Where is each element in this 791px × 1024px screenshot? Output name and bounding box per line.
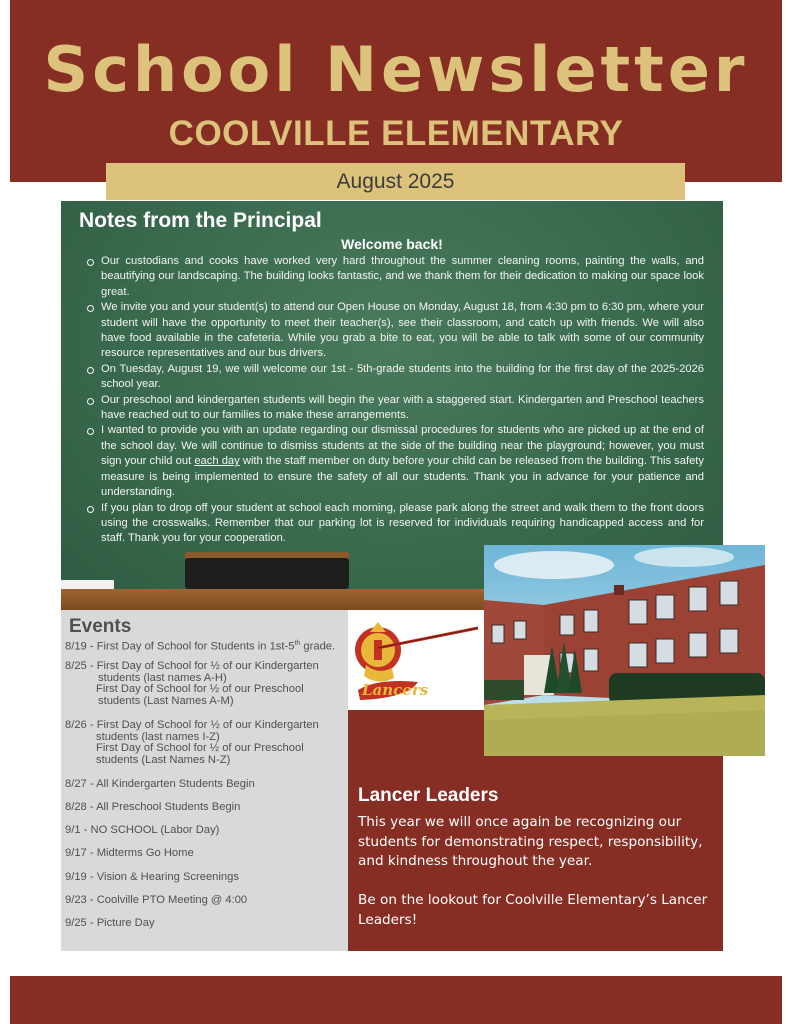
event-text: grade. — [300, 640, 336, 653]
issue-date: August 2025 — [106, 163, 685, 200]
note-text: with the staff member on duty before your child can be released from the building. This safety measure is being implemented to ensure the safety of all our students. Thank you in advance for your patience and understanding. — [101, 455, 705, 499]
lancer-logo-area — [348, 610, 484, 710]
note-item: Our preschool and kindergarten students will begin the year with a staggered start. Kindergarten and Preschool teachers have reached out to our families to make these arrangements. — [101, 393, 704, 424]
logo-text: Lancers — [362, 681, 429, 699]
event-line: students (last names I-Z) — [96, 730, 220, 743]
event-item — [65, 638, 335, 653]
note-item: On Tuesday, August 19, we will welcome our 1st - 5th-grade students into the building for the first day of the 2025-2026 school year. — [101, 362, 704, 393]
event-superscript: th — [294, 640, 301, 647]
event-item: 8/27 - All Kindergarten Students Begin — [65, 778, 255, 790]
event-line: students (Last Names A-M) — [98, 695, 234, 708]
school-name: COOLVILLE ELEMENTARY — [168, 114, 624, 153]
event-item: 9/25 - Picture Day — [65, 917, 155, 929]
chalk-eraser — [185, 552, 349, 589]
event-line: students (Last Names N-Z) — [96, 754, 231, 767]
school-building-photo — [484, 545, 765, 756]
events-title: Events — [69, 616, 132, 637]
principal-notes-title: Notes from the Principal — [79, 209, 322, 232]
event-line: 8/25 - First Day of School for ½ of our Kindergarten — [65, 660, 319, 672]
lancer-leaders-callout: Be on the lookout for Coolville Elementary’s Lancer Leaders! — [358, 892, 708, 928]
note-item — [101, 423, 704, 500]
note-item: Our custodians and cooks have worked very hard throughout the summer cleaning rooms, painting the walls, and beautifying our landscaping. The building looks fantastic, and we thank them for their dedication to making our space look great. — [101, 254, 704, 300]
event-item: 9/17 - Midterms Go Home — [65, 847, 194, 859]
event-line: 8/26 - First Day of School for ½ of our Kindergarten — [65, 719, 319, 731]
newsletter-title: School Newsletter — [43, 33, 749, 106]
event-item — [65, 720, 319, 767]
event-item: 9/19 - Vision & Hearing Screenings — [65, 871, 239, 883]
lancer-logo — [348, 610, 484, 710]
lancer-leaders-text: This year we will once again be recognizing our students for demonstrating respect, responsibility, and kindness throughout the year. — [358, 814, 703, 869]
lancer-leaders-title: Lancer Leaders — [358, 785, 499, 806]
note-text: I wanted to provide you with an update regarding our dismissal procedures for students who are picked up at the end of the school day. We will continue to dismiss students at the side of the building near the playground; however, you must sign your child out — [101, 424, 704, 468]
event-line: students (last names A-H) — [98, 671, 227, 684]
event-item: 9/23 - Coolville PTO Meeting @ 4:00 — [65, 894, 248, 906]
event-item: 8/28 - All Preschool Students Begin — [65, 801, 241, 813]
welcome-heading: Welcome back! — [341, 236, 443, 252]
note-item: If you plan to drop off your student at school each morning, please park along the street and walk them to the front doors using the crosswalks. Remember that our parking lot is reserved for individuals requiring handicapped access and for staff. Thank you for your cooperation. — [101, 501, 704, 547]
event-text: 8/19 - First Day of School for Students in 1st-5 — [65, 640, 295, 653]
principal-notes-list — [101, 254, 704, 547]
events-panel — [61, 610, 348, 951]
footer-bar — [10, 976, 782, 1024]
event-item — [65, 661, 319, 708]
note-emphasis: each day — [194, 455, 240, 468]
event-line: First Day of School for ½ of our Preschool — [96, 742, 304, 755]
event-item: 9/1 - NO SCHOOL (Labor Day) — [65, 824, 220, 836]
note-item: We invite you and your student(s) to attend our Open House on Monday, August 18, from 4:30 pm to 6:30 pm, where your student will have the opportunity to meet their teacher(s), see their classroom, and catch up with friends. We will also have food available in the cafeteria. While you grab a bite to eat, you will be able to talk with some of our community resource representatives and our bus drivers. — [101, 300, 704, 362]
event-line: First Day of School for ½ of our Preschool — [96, 683, 304, 696]
header-banner — [10, 0, 782, 182]
